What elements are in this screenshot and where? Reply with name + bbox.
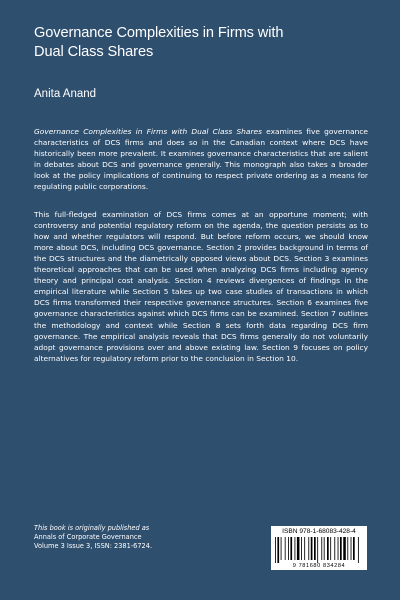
title-line-1: Governance Complexities in Firms with [34, 25, 284, 41]
publication-note [34, 524, 254, 552]
isbn-number: ISBN 978-1-68083-428-4 [282, 528, 356, 535]
description-paragraph-1 [34, 126, 368, 193]
paragraph-1-text: examines five governance characteristics of DCS firms and does so in the Canadian context where DCS have historically been more prevalent. It examines governance characteristics that are salient in debates about DCS and governance generally. This monograph also takes a broader look at the policy implications of continuing to respect private ordering as a means for regulating public corporations. [34, 127, 368, 192]
book-title [34, 24, 364, 62]
publication-note-line-3: Volume 3 Issue 3, ISSN: 2381-6724. [34, 542, 153, 551]
isbn-barcode-box [271, 526, 367, 570]
description-body [34, 126, 368, 380]
publication-note-line-1: This book is originally published as [34, 524, 150, 532]
description-paragraph-2: This full-fledged examination of DCS firms comes at an opportune moment; with controversy and potential regulatory reform on the agenda, the question persists as to how and whether regulators will respond. But before reform occurs, we should know more about DCS, including DCS governance. Section 2 provides background in terms of the DCS structures and the diametrically opposed views about DCS. Section 3 examines theoretical approaches that can be used when analyzing DCS firms including agency theory and principal cost analysis. Section 4 reviews divergences of findings in the empirical literature while Section 5 takes up two case studies of transactions in which DCS firms transformed their respective governance structures. Section 6 examines five governance characteristics against which DCS firms can be examined. Section 7 outlines the methodology and context while Section 8 sets forth data regarding DCS firm governance. The empirical analysis reveals that DCS firms generally do not voluntarily adopt governance provisions over and above existing law. Section 9 focuses on policy alternatives for regulatory reform prior to the conclusion in Section 10. [34, 209, 368, 363]
barcode-icon [274, 537, 364, 563]
title-line-2: Dual Class Shares [34, 44, 154, 60]
italic-book-title: Governance Complexities in Firms with Dual Class Shares [34, 127, 262, 136]
author-name: Anita Anand [34, 88, 97, 100]
publication-note-line-2: Annals of Corporate Governance [34, 533, 142, 542]
barcode-digits: 9 781680 834284 [292, 563, 346, 569]
